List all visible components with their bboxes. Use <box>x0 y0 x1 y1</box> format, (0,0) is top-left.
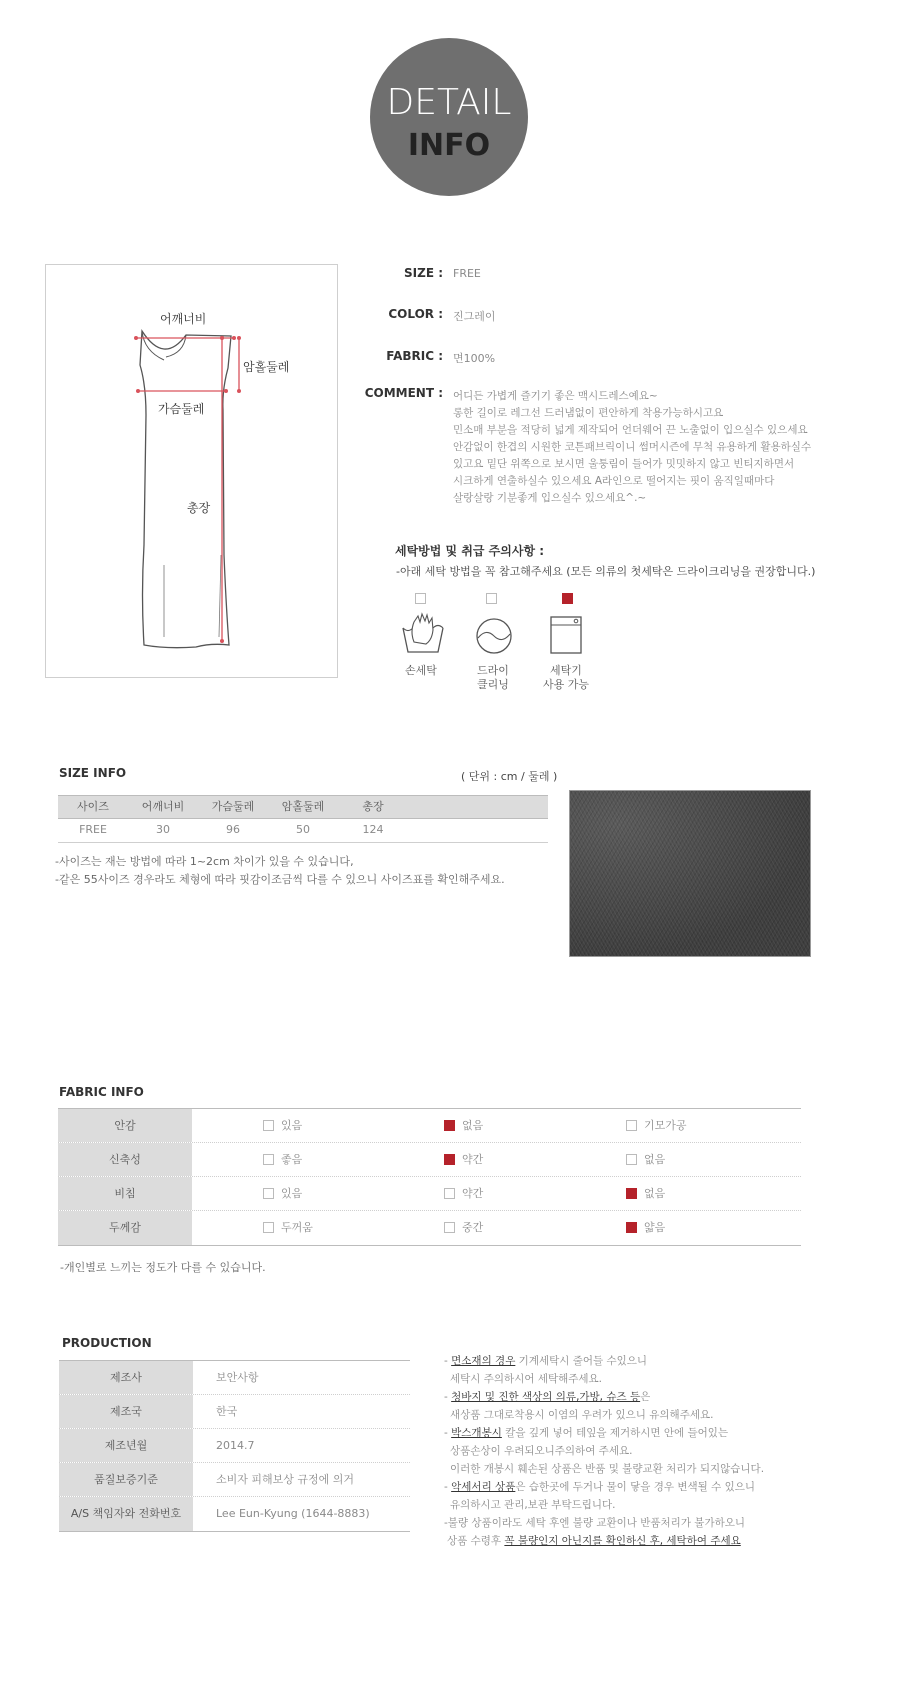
size-header-cell: 총장 <box>362 800 384 813</box>
comment-key: COMMENT : <box>364 386 443 400</box>
label-armhole: 암홀둘레 <box>243 360 290 374</box>
size-cell: FREE <box>79 823 107 836</box>
production-key: 품질보증기준 <box>59 1463 193 1496</box>
size-cell: 124 <box>362 823 384 836</box>
size-cell: 96 <box>226 823 240 836</box>
label-chest: 가슴둘레 <box>158 402 205 416</box>
size-header-cell: 사이즈 <box>77 800 109 813</box>
machine-wash-checkbox <box>562 593 573 604</box>
dress-diagram <box>45 264 338 678</box>
color-key: COLOR : <box>388 307 443 321</box>
size-cell: 30 <box>156 823 170 836</box>
fabric-option: 있음 <box>263 1109 302 1143</box>
fabric-table <box>58 1108 801 1246</box>
fabric-checkbox <box>626 1222 637 1233</box>
size-note-2: -같은 55사이즈 경우라도 체형에 따라 핏감이조금씩 다를 수 있으니 사이즈표를 확인해주세요. <box>55 873 505 886</box>
washing-title: 세탁방법 및 취급 주의사항 : <box>395 544 545 558</box>
production-value: 2014.7 <box>216 1439 255 1452</box>
machine-wash-label-1: 세탁기 <box>550 664 582 677</box>
table-row <box>59 1463 410 1497</box>
washing-machine-icon <box>549 615 583 655</box>
dry-clean-checkbox <box>486 593 497 604</box>
fabric-option: 없음 <box>444 1109 483 1143</box>
care-note-1a: - 면소재의 경우 기계세탁시 줄어들 수있으니 <box>444 1355 648 1367</box>
fabric-checkbox <box>626 1154 637 1165</box>
fabric-checkbox <box>444 1120 455 1131</box>
fabric-checkbox <box>263 1120 274 1131</box>
production-value: 보안사항 <box>216 1371 259 1384</box>
table-row <box>58 819 548 843</box>
fabric-key: FABRIC : <box>386 349 443 363</box>
fabric-option: 있음 <box>263 1177 302 1211</box>
fabric-option: 없음 <box>626 1177 665 1211</box>
fabric-option: 약간 <box>444 1143 483 1177</box>
hand-wash-checkbox <box>415 593 426 604</box>
fabric-checkbox <box>626 1120 637 1131</box>
care-note-1b: 세탁시 주의하시어 세탁해주세요. <box>450 1373 603 1385</box>
size-key: SIZE : <box>404 266 443 280</box>
production-value: 소비자 피해보상 규정에 의거 <box>216 1473 355 1486</box>
fabric-option: 두꺼움 <box>263 1211 313 1245</box>
size-table-header <box>58 795 548 819</box>
care-note-5a: -불량 상품이라도 세탁 후엔 불량 교환이나 반품처리가 불가하오니 <box>444 1517 746 1529</box>
fabric-checkbox <box>263 1222 274 1233</box>
dress-sketch <box>46 265 339 679</box>
fabric-checkbox <box>444 1154 455 1165</box>
production-value: 한국 <box>216 1405 238 1418</box>
size-info-title: SIZE INFO <box>59 766 127 780</box>
label-length: 총장 <box>187 501 211 515</box>
size-table <box>58 795 548 843</box>
table-row <box>59 1395 410 1429</box>
detail-info-badge <box>370 38 528 196</box>
fabric-checkbox <box>263 1188 274 1199</box>
size-unit: ( 단위 : cm / 둘레 ) <box>461 770 558 783</box>
fabric-option: 얇음 <box>626 1211 665 1245</box>
comment-line: 시크하게 연출하실수 있으세요 A라인으로 떨어지는 핏이 움직일때마다 <box>453 475 775 487</box>
production-key: 제조국 <box>59 1395 193 1428</box>
dry-clean-label-2: 클리닝 <box>477 678 509 691</box>
care-note-5b: 상품 수령후 꼭 불량인지 아닌지를 확인하신 후, 세탁하여 주세요 <box>447 1535 741 1547</box>
production-value: Lee Eun-Kyung (1644-8883) <box>216 1507 370 1520</box>
fabric-checkbox <box>626 1188 637 1199</box>
size-header-cell: 암홀둘레 <box>281 800 325 813</box>
production-key: 제조사 <box>59 1361 193 1394</box>
size-header-cell: 가슴둘레 <box>211 800 255 813</box>
size-note-1: -사이즈는 재는 방법에 따라 1~2cm 차이가 있을 수 있습니다, <box>55 855 354 868</box>
fabric-checkbox <box>444 1188 455 1199</box>
dry-clean-icon <box>474 616 514 656</box>
table-row <box>59 1429 410 1463</box>
fabric-note: -개인별로 느끼는 정도가 다를 수 있습니다. <box>60 1261 266 1274</box>
size-header-cell: 어깨너비 <box>141 800 185 813</box>
comment-line: 어디든 가볍게 즐기기 좋은 맥시드레스예요~ <box>453 390 658 402</box>
hand-wash-label: 손세탁 <box>405 664 437 677</box>
size-cell: 50 <box>296 823 310 836</box>
dry-clean-label-1: 드라이 <box>477 664 509 677</box>
care-note-2b: 새상품 그대로착용시 이염의 우려가 있으니 유의해주세요. <box>450 1409 714 1421</box>
hand-wash-icon <box>400 610 446 656</box>
table-row <box>59 1497 410 1531</box>
badge-line2: INFO <box>407 128 491 163</box>
table-row <box>58 1109 801 1143</box>
care-note-4a: - 악세서리 상품은 습한곳에 두거나 물이 닿을 경우 변색될 수 있으니 <box>444 1481 756 1493</box>
fabric-swatch-image <box>569 790 811 957</box>
color-value: 진그레이 <box>453 310 496 323</box>
care-note-3b: 상품손상이 우려되오니주의하여 주세요. <box>450 1445 633 1457</box>
size-value: FREE <box>453 267 481 280</box>
production-table <box>59 1360 410 1532</box>
fabric-value: 면100% <box>453 352 496 365</box>
care-note-3a: - 박스개봉시 칼을 깊게 넣어 테잎을 제거하시면 안에 들어있는 <box>444 1427 729 1439</box>
dress-outline <box>140 331 231 648</box>
care-note-4b: 유의하시고 관리,보관 부탁드립니다. <box>450 1499 616 1511</box>
comment-line: 안감없이 한겹의 시원한 코튼패브릭이니 썸머시즌에 무척 유용하게 활용하실수 <box>453 441 812 453</box>
table-row <box>58 1211 801 1245</box>
care-note-2a: - 청바지 및 진한 색상의 의류,가방, 슈즈 등은 <box>444 1391 651 1403</box>
comment-line: 살랑살랑 기분좋게 입으실수 있으세요^.~ <box>453 492 647 504</box>
fabric-option: 약간 <box>444 1177 483 1211</box>
care-note-3c: 이러한 개봉시 훼손된 상품은 반품 및 불량교환 처리가 되지않습니다. <box>450 1463 765 1475</box>
fabric-checkbox <box>263 1154 274 1165</box>
badge-line1: DETAIL <box>386 82 512 123</box>
comment-line: 민소매 부분을 적당히 넓게 제작되어 언더웨어 끈 노출없이 입으실수 있으세요 <box>453 424 808 436</box>
label-shoulder: 어깨너비 <box>160 312 207 326</box>
washing-subtitle: -아래 세탁 방법을 꼭 참고해주세요 (모든 의류의 첫세탁은 드라이크리닝을 권장합니다.) <box>396 565 816 578</box>
table-row <box>58 1177 801 1211</box>
fabric-row-key: 두께감 <box>58 1211 192 1245</box>
fabric-info-title: FABRIC INFO <box>59 1085 144 1099</box>
comment-line: 롱한 길이로 레그선 드러냄없이 편안하게 착용가능하시고요 <box>453 407 724 419</box>
table-row <box>58 1143 801 1177</box>
fabric-option: 좋음 <box>263 1143 302 1177</box>
fabric-checkbox <box>444 1222 455 1233</box>
fabric-row-key: 비침 <box>58 1177 192 1210</box>
machine-wash-label-2: 사용 가능 <box>542 678 589 691</box>
table-row <box>59 1361 410 1395</box>
production-title: PRODUCTION <box>62 1336 152 1350</box>
comment-line: 있고요 밑단 위쪽으로 보시면 울퉁림이 들어가 밋밋하지 않고 빈티지하면서 <box>453 458 795 470</box>
fabric-row-key: 안감 <box>58 1109 192 1142</box>
fabric-option: 중간 <box>444 1211 483 1245</box>
fabric-row-key: 신축성 <box>58 1143 192 1176</box>
fabric-option: 없음 <box>626 1143 665 1177</box>
fabric-option: 기모가공 <box>626 1109 687 1143</box>
fold-line-2 <box>219 555 221 637</box>
production-key: 제조년월 <box>59 1429 193 1462</box>
production-key: A/S 책임자와 전화번호 <box>59 1497 193 1531</box>
